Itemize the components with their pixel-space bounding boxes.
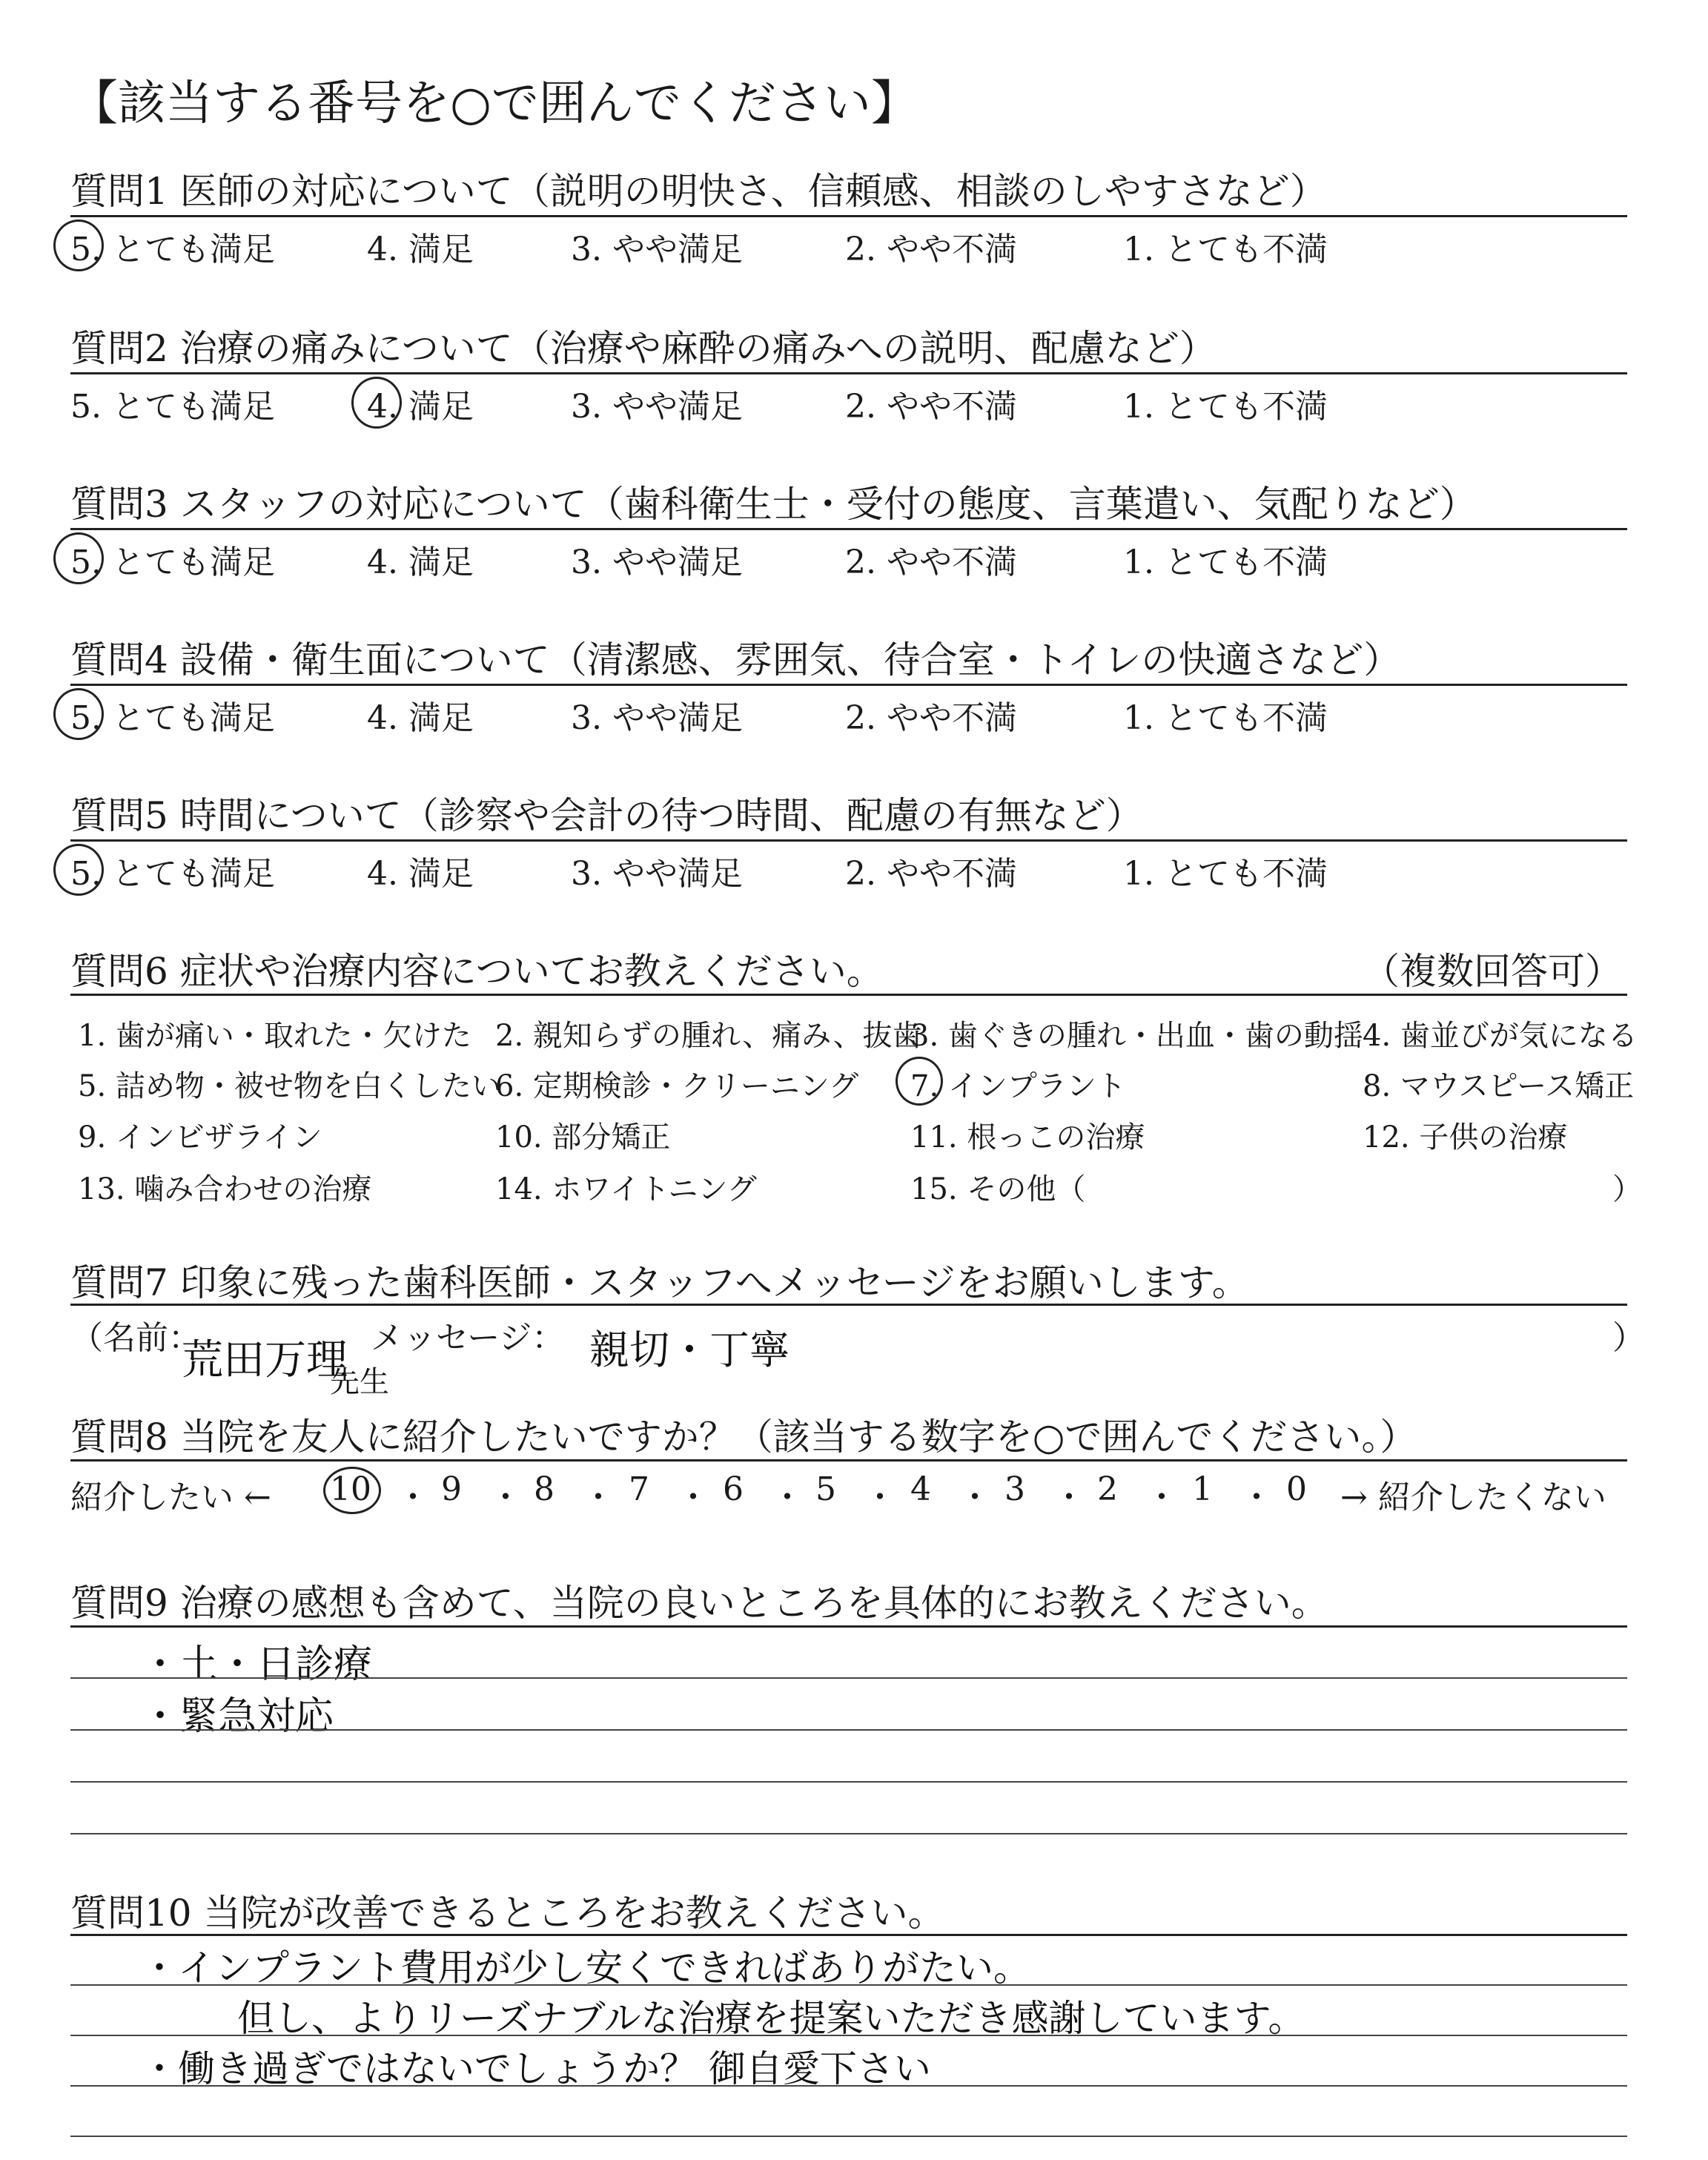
symptom-item-2[interactable]: 2. 親知らずの腫れ、痛み、抜歯 xyxy=(495,1019,922,1053)
scale-2[interactable]: 2 xyxy=(1097,1470,1118,1508)
recommend-left-label: 紹介したい ← xyxy=(70,1479,271,1516)
scale-10[interactable]: 10 xyxy=(330,1470,371,1508)
q10-writing-line xyxy=(70,2035,1627,2036)
question-8-rule xyxy=(70,1459,1627,1462)
q1-option-3[interactable]: 3. やや満足 xyxy=(571,231,743,268)
scale-dot: ・ xyxy=(1240,1479,1273,1516)
question-7-label: 質問7 印象に残った歯科医師・スタッフへメッセージをお願いします。 xyxy=(70,1261,1249,1304)
q4-option-1[interactable]: 1. とても不満 xyxy=(1123,699,1328,737)
question-3-rule xyxy=(70,528,1627,530)
q5-option-5[interactable]: 5. とても満足 xyxy=(70,855,275,893)
symptom-item-1[interactable]: 1. 歯が痛い・取れた・欠けた xyxy=(78,1019,471,1053)
scale-0[interactable]: 0 xyxy=(1286,1470,1307,1508)
q10-answer-line-2[interactable]: 但し、よりリーズナブルな治療を提案いただき感謝しています。 xyxy=(237,1997,1305,2040)
q1-option-4[interactable]: 4. 満足 xyxy=(367,231,474,268)
scale-dot: ・ xyxy=(1145,1479,1178,1516)
scale-7[interactable]: 7 xyxy=(629,1470,649,1508)
question-5-rule xyxy=(70,839,1627,842)
q4-option-5[interactable]: 5. とても満足 xyxy=(70,699,275,737)
q9-writing-line xyxy=(70,1677,1627,1679)
question-4-rule xyxy=(70,684,1627,686)
question-4-label: 質問4 設備・衛生面について（清潔感、雰囲気、待合室・トイレの快適さなど） xyxy=(70,638,1401,681)
scale-dot: ・ xyxy=(582,1479,615,1516)
page-title: 【該当する番号を○で囲んでください】 xyxy=(70,76,918,131)
scale-dot: ・ xyxy=(771,1479,804,1516)
q3-option-3[interactable]: 3. やや満足 xyxy=(571,544,743,581)
question-6-note: （複数回答可） xyxy=(1363,950,1622,993)
question-6-rule xyxy=(70,994,1627,996)
question-9-rule xyxy=(70,1625,1627,1628)
question-1-label: 質問1 医師の対応について（説明の明快さ、信頼感、相談のしやすさなど） xyxy=(70,170,1327,213)
scale-1[interactable]: 1 xyxy=(1192,1470,1213,1508)
scale-dot: ・ xyxy=(397,1479,429,1516)
question-6-label: 質問6 症状や治療内容についてお教えください。 xyxy=(70,950,884,993)
scale-dot: ・ xyxy=(864,1479,896,1516)
q5-option-2[interactable]: 2. やや不満 xyxy=(845,855,1017,893)
q2-option-5[interactable]: 5. とても満足 xyxy=(70,388,275,426)
q2-option-1[interactable]: 1. とても不満 xyxy=(1123,388,1328,426)
symptom-item-9[interactable]: 9. インビザライン xyxy=(78,1120,322,1155)
symptom-item-12[interactable]: 12. 子供の治療 xyxy=(1363,1120,1568,1155)
q2-option-3[interactable]: 3. やや満足 xyxy=(571,388,743,426)
q10-answer-line-1[interactable]: ・インプラント費用が少し安くできればありがたい。 xyxy=(141,1946,1030,1989)
q3-option-5[interactable]: 5. とても満足 xyxy=(70,544,275,581)
question-5-label: 質問5 時間について（診察や会計の待つ時間、配慮の有無など） xyxy=(70,794,1143,837)
q3-answer-circle xyxy=(53,532,104,584)
q9-answer-line-1[interactable]: ・土・日診療 xyxy=(141,1642,373,1687)
q2-option-2[interactable]: 2. やや不満 xyxy=(845,388,1017,426)
q4-option-4[interactable]: 4. 満足 xyxy=(367,699,474,737)
q3-option-2[interactable]: 2. やや不満 xyxy=(845,544,1017,581)
q10-writing-line xyxy=(70,2085,1627,2087)
question-8-label: 質問8 当院を友人に紹介したいですか？（該当する数字を○で囲んでください。） xyxy=(70,1416,1417,1459)
symptom-item-3[interactable]: 3. 歯ぐきの腫れ・出血・歯の動揺 xyxy=(910,1019,1363,1053)
question-1-rule xyxy=(70,215,1627,217)
recommend-right-label: → 紹介したくない xyxy=(1340,1479,1606,1516)
q4-option-2[interactable]: 2. やや不満 xyxy=(845,699,1017,737)
q10-writing-line xyxy=(70,2136,1627,2137)
q1-option-2[interactable]: 2. やや不満 xyxy=(845,231,1017,268)
symptom-item-14[interactable]: 14. ホワイトニング xyxy=(495,1172,757,1206)
scale-6[interactable]: 6 xyxy=(723,1470,744,1508)
scale-9[interactable]: 9 xyxy=(441,1470,462,1508)
scale-5[interactable]: 5 xyxy=(815,1470,836,1508)
scale-dot: ・ xyxy=(1053,1479,1085,1516)
scale-3[interactable]: 3 xyxy=(1004,1470,1025,1508)
question-3-label: 質問3 スタッフの対応について（歯科衛生士・受付の態度、言葉遣い、気配りなど） xyxy=(70,483,1477,526)
q10-writing-line xyxy=(70,1984,1627,1986)
symptom-other-close: ） xyxy=(1612,1172,1642,1206)
q5-option-4[interactable]: 4. 満足 xyxy=(367,855,474,893)
q1-option-1[interactable]: 1. とても不満 xyxy=(1123,231,1328,268)
name-label: （名前： xyxy=(70,1319,201,1357)
symptom-item-7[interactable]: 7. インプラント xyxy=(910,1069,1126,1103)
symptom-item-5[interactable]: 5. 詰め物・被せ物を白くしたい xyxy=(78,1069,501,1103)
message-value[interactable]: 親切・丁寧 xyxy=(589,1327,790,1373)
question-10-label: 質問10 当院が改善できるところをお教えください。 xyxy=(70,1892,945,1935)
question-7-rule xyxy=(70,1304,1627,1306)
q4-answer-circle xyxy=(53,688,104,740)
q9-writing-line xyxy=(70,1781,1627,1783)
symptom-item-13[interactable]: 13. 噛み合わせの治療 xyxy=(78,1172,372,1206)
q3-option-1[interactable]: 1. とても不満 xyxy=(1123,544,1328,581)
question-10-rule xyxy=(70,1934,1627,1936)
scale-4[interactable]: 4 xyxy=(910,1470,931,1508)
scale-dot: ・ xyxy=(959,1479,991,1516)
symptom-item-15[interactable]: 15. その他（ xyxy=(910,1172,1086,1206)
symptom-item-8[interactable]: 8. マウスピース矯正 xyxy=(1363,1069,1635,1103)
q2-answer-circle xyxy=(351,377,402,429)
question-9-label: 質問9 治療の感想も含めて、当院の良いところを具体的にお教えください。 xyxy=(70,1582,1328,1625)
message-label: メッセージ： xyxy=(371,1319,565,1357)
symptom-item-6[interactable]: 6. 定期検診・クリーニング xyxy=(495,1069,859,1103)
message-close: ） xyxy=(1612,1319,1645,1357)
symptom-item-10[interactable]: 10. 部分矯正 xyxy=(495,1120,671,1155)
q5-option-3[interactable]: 3. やや満足 xyxy=(571,855,743,893)
scale-8[interactable]: 8 xyxy=(534,1470,555,1508)
question-2-label: 質問2 治療の痛みについて（治療や麻酔の痛みへの説明、配慮など） xyxy=(70,327,1217,370)
q9-writing-line xyxy=(70,1833,1627,1834)
name-suffix: 先生 xyxy=(330,1365,389,1399)
q5-answer-circle xyxy=(53,844,104,896)
q2-option-4[interactable]: 4. 満足 xyxy=(367,388,474,426)
q4-option-3[interactable]: 3. やや満足 xyxy=(571,699,743,737)
name-value[interactable]: 荒田万理 xyxy=(182,1336,348,1384)
q6-answer-circle xyxy=(896,1057,943,1106)
q5-option-1[interactable]: 1. とても不満 xyxy=(1123,855,1328,893)
q1-option-5[interactable]: 5. とても満足 xyxy=(70,231,275,268)
q8-answer-circle xyxy=(323,1467,381,1514)
q3-option-4[interactable]: 4. 満足 xyxy=(367,544,474,581)
scale-dot: ・ xyxy=(489,1479,522,1516)
scale-dot: ・ xyxy=(677,1479,709,1516)
q1-answer-circle xyxy=(53,219,104,271)
symptom-item-4[interactable]: 4. 歯並びが気になる xyxy=(1363,1019,1638,1053)
q10-answer-line-3[interactable]: ・働き過ぎではないでしょうか？ 御自愛下さい xyxy=(141,2047,931,2090)
question-2-rule xyxy=(70,372,1627,374)
q9-writing-line xyxy=(70,1729,1627,1731)
symptom-item-11[interactable]: 11. 根っこの治療 xyxy=(910,1120,1145,1155)
q9-answer-line-2[interactable]: ・緊急対応 xyxy=(141,1694,334,1739)
